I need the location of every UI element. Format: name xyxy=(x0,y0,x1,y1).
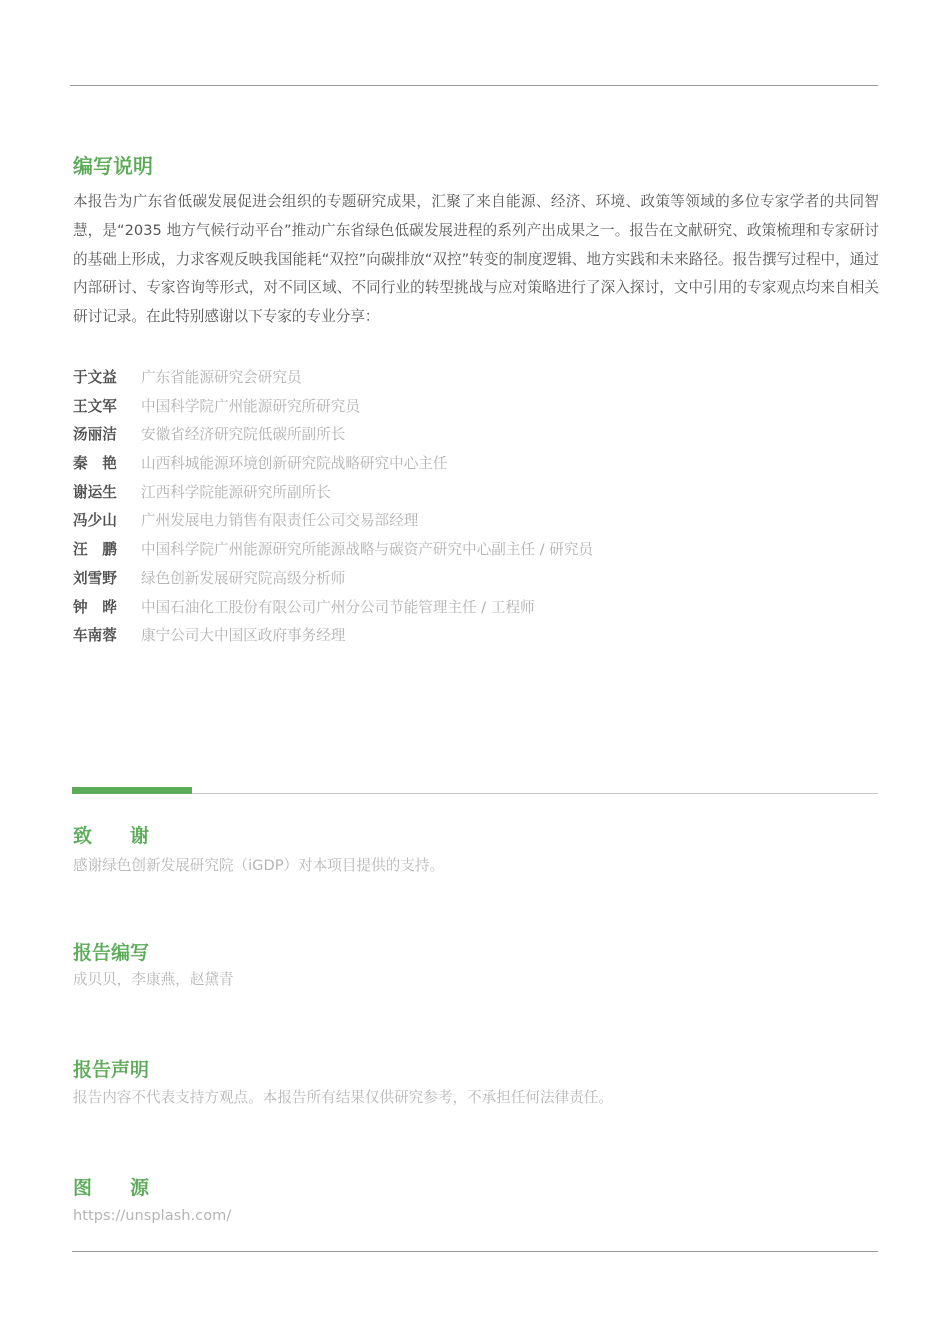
expert-name: 车南蓉 xyxy=(73,627,117,645)
declaration-text: 报告内容不代表支持方观点。本报告所有结果仅供研究参考，不承担任何法律责任。 xyxy=(73,1089,613,1106)
expert-title: 江西科学院能源研究所副所长 xyxy=(141,483,331,501)
expert-title: 安徽省经济研究院低碳所副所长 xyxy=(141,426,346,444)
expert-name: 冯少山 xyxy=(73,512,117,530)
expert-name: 王文军 xyxy=(73,397,117,415)
list-item xyxy=(73,393,593,422)
expert-name: 汪 鹏 xyxy=(73,541,117,559)
expert-name: 刘雪野 xyxy=(73,569,117,587)
expert-title: 中国科学院广州能源研究所能源战略与碳资产研究中心副主任 / 研究员 xyxy=(141,541,594,559)
list-item xyxy=(73,565,593,594)
bottom-divider xyxy=(72,1251,878,1252)
list-item xyxy=(73,421,593,450)
list-item xyxy=(73,507,593,536)
expert-list xyxy=(73,364,593,651)
declaration-title: 报告声明 xyxy=(73,1059,150,1081)
intro-title: 编写说明 xyxy=(73,154,153,178)
expert-title: 中国科学院广州能源研究所研究员 xyxy=(141,397,360,415)
expert-name: 钟 晔 xyxy=(73,598,117,616)
list-item xyxy=(73,594,593,623)
expert-name: 于文益 xyxy=(73,369,117,386)
list-item xyxy=(73,622,593,651)
authors-title: 报告编写 xyxy=(73,942,150,964)
expert-name: 谢运生 xyxy=(73,483,117,501)
list-item xyxy=(73,364,593,393)
top-divider xyxy=(70,85,878,86)
list-item xyxy=(73,450,593,479)
expert-title: 康宁公司大中国区政府事务经理 xyxy=(141,627,346,645)
list-item xyxy=(73,536,593,565)
expert-title: 绿色创新发展研究院高级分析师 xyxy=(141,569,346,587)
expert-title: 山西科城能源环境创新研究院战略研究中心主任 xyxy=(141,455,448,473)
expert-title: 中国石油化工股份有限公司广州分公司节能管理主任 / 工程师 xyxy=(141,598,535,616)
image-source-link[interactable]: https://unsplash.com/ xyxy=(73,1207,232,1224)
expert-name: 汤丽洁 xyxy=(73,426,117,444)
accent-bar xyxy=(72,787,192,794)
expert-title: 广州发展电力销售有限责任公司交易部经理 xyxy=(141,512,419,530)
expert-name: 秦 艳 xyxy=(73,455,117,473)
image-source-title: 图 源 xyxy=(73,1177,150,1199)
authors-text: 成贝贝，李康燕，赵黛青 xyxy=(73,971,234,988)
intro-body: 本报告为广东省低碳发展促进会组织的专题研究成果，汇聚了来自能源、经济、环境、政策等领域的多位专家学者的共同智慧，是“2035 地方气候行动平台”推动广东省绿色低碳发展进程的系列产出成果之一。报告在文献研究、政策梳理和专家研讨的基础上形成，力求客观反映我国能耗“双控”向碳排放“双控”转变的制度逻辑、地方实践和未来路径。报告撰写过程中，通过内部研讨、专家咨询等形式，对不同区域、不同行业的转型挑战与应对策略进行了深入探讨，文中引用的专家观点均来自相关研讨记录。在此特别感谢以下专家的专业分享： xyxy=(73,193,879,326)
section-divider xyxy=(72,793,878,794)
expert-title: 广东省能源研究会研究员 xyxy=(141,369,302,386)
list-item xyxy=(73,479,593,508)
acknowledgement-title: 致 谢 xyxy=(73,825,150,847)
acknowledgement-text: 感谢绿色创新发展研究院（iGDP）对本项目提供的支持。 xyxy=(73,857,445,874)
